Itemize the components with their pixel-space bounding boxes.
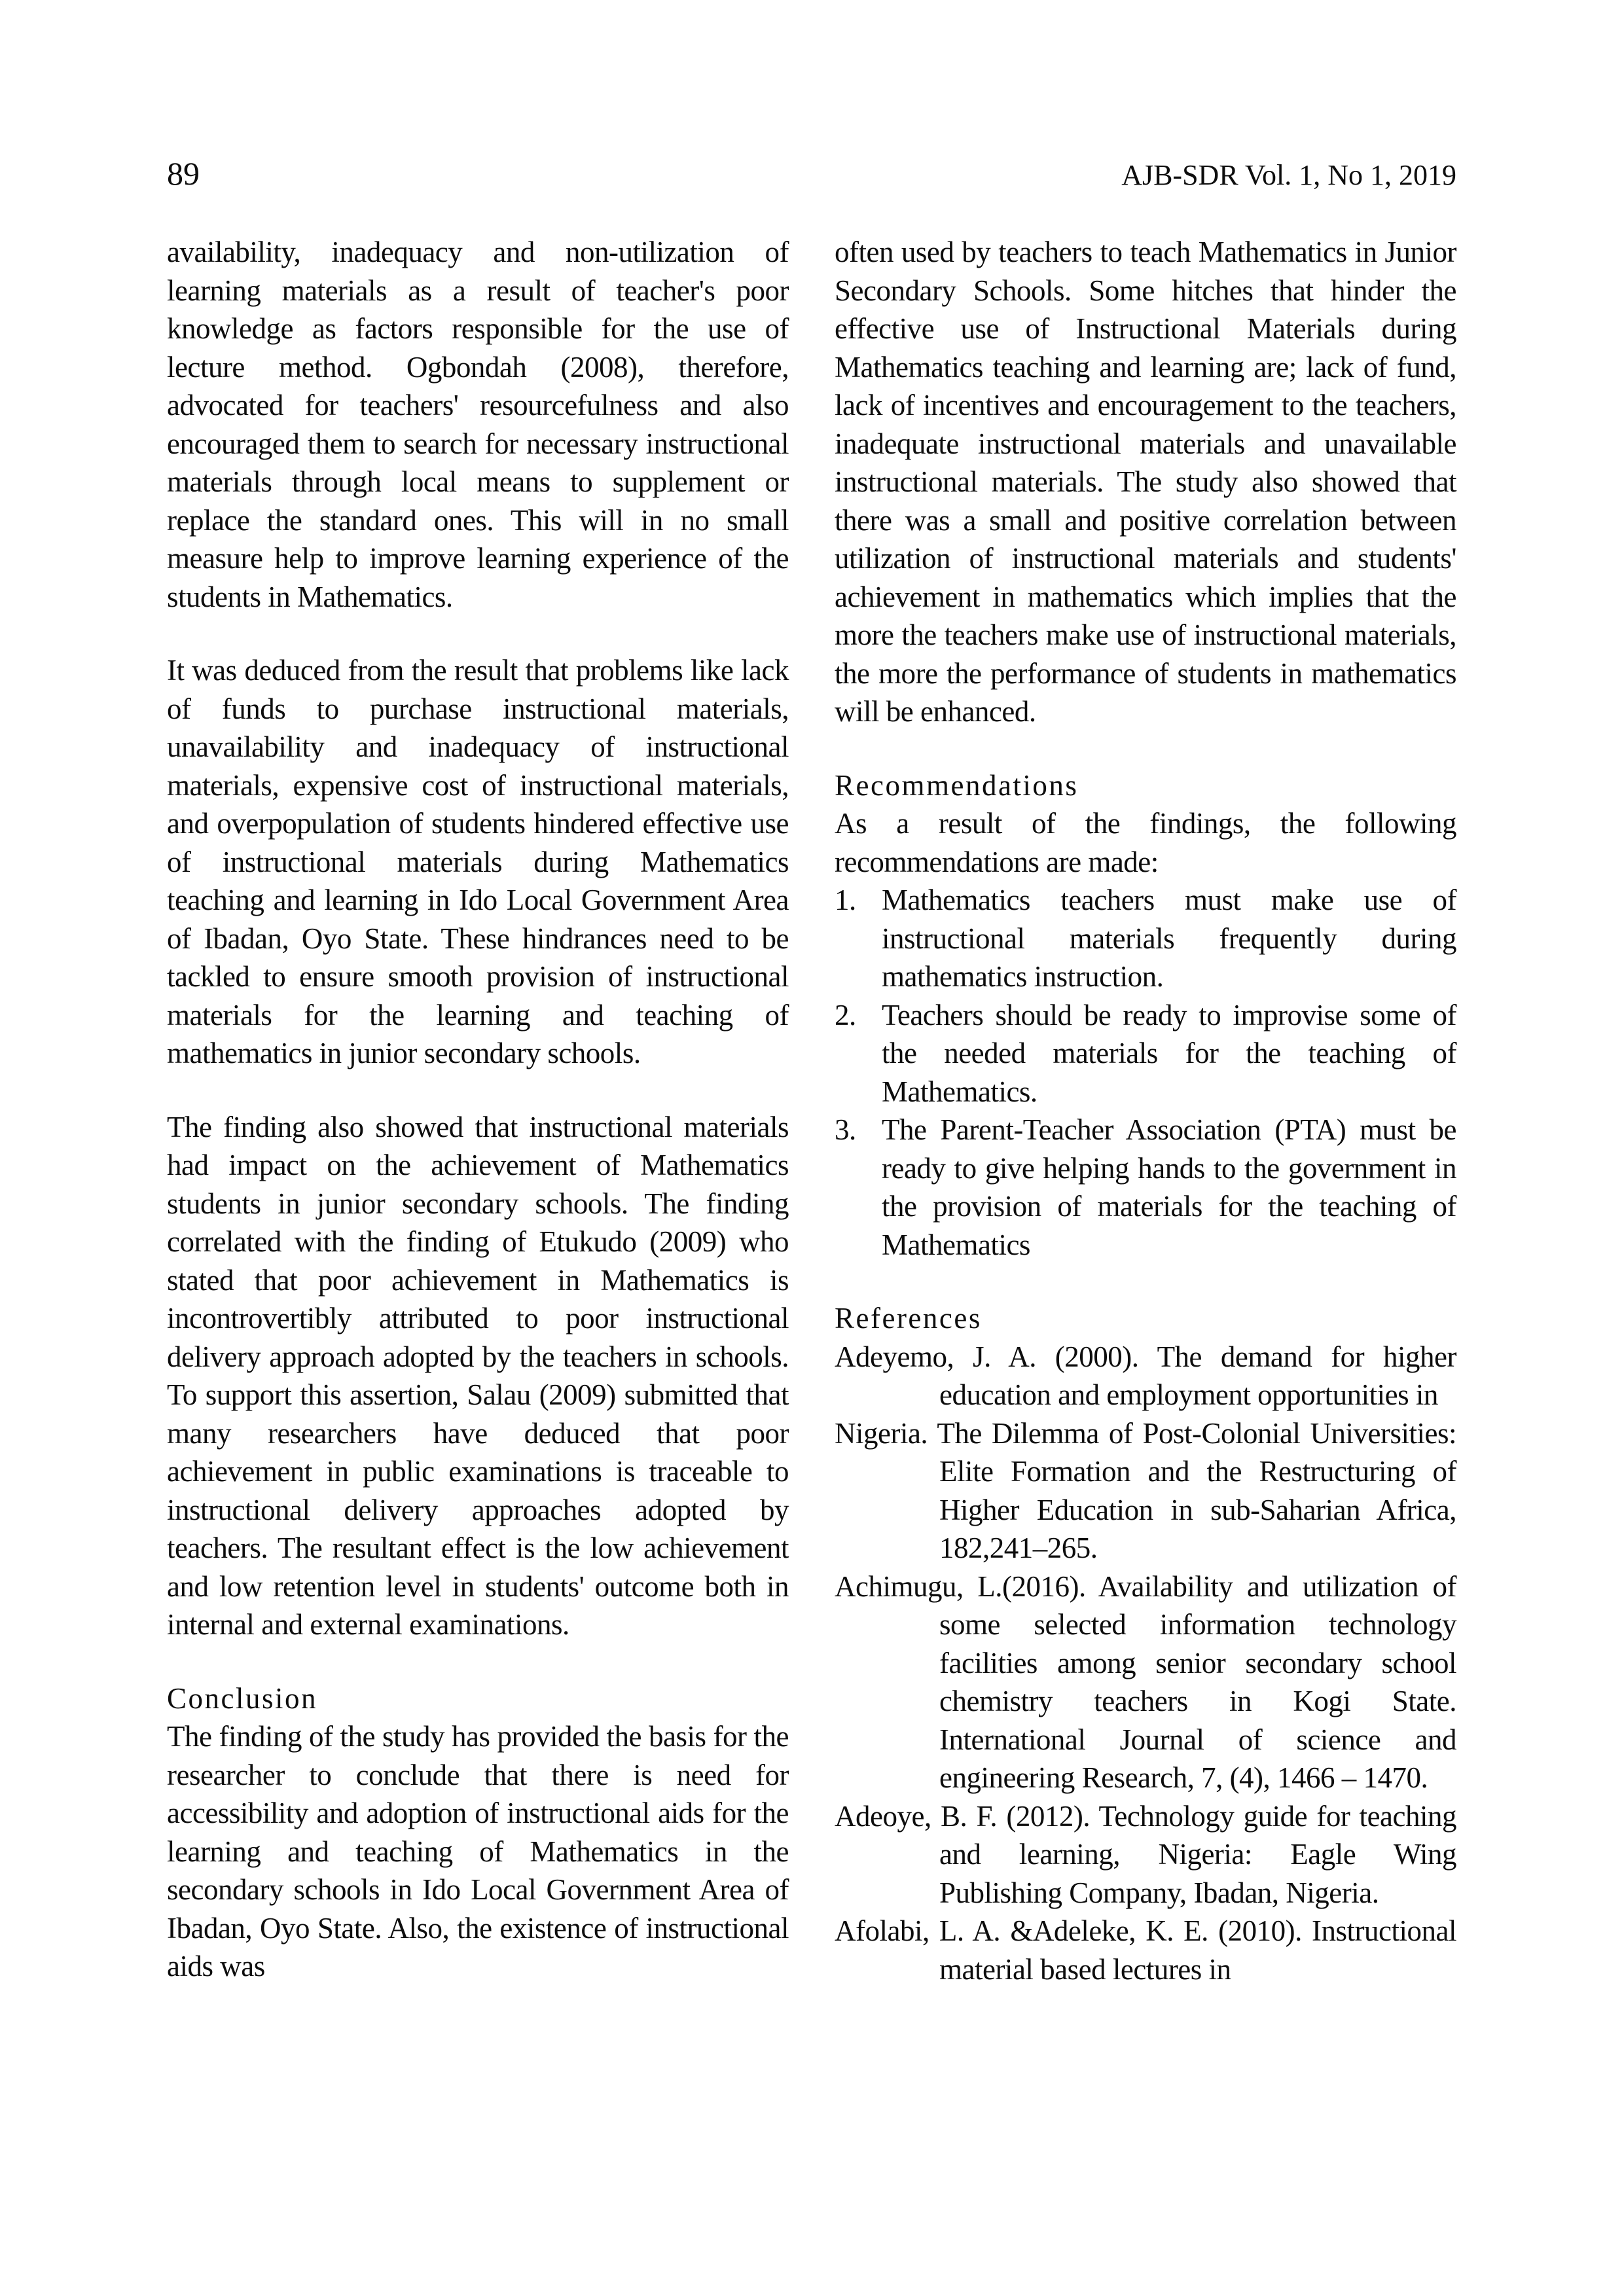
- reference-entry: Nigeria. The Dilemma of Post-Colonial Universities: Elite Formation and the Restructuring of Higher Education in sub-Saharian Africa, 182,241–265.: [835, 1416, 1456, 1564]
- recommendation-text: The Parent-Teacher Association (PTA) must be ready to give helping hands to the government in the provision of materials for the teaching of Mathematics: [882, 1113, 1456, 1261]
- right-column: [835, 233, 1456, 1988]
- paragraph-availability: availability, inadequacy and non-utilization of learning materials as a result of teacher's poor knowledge as factors responsible for the use of lecture method. Ogbondah (2008), therefore, advocated for teachers' resourcefulness and also encouraged them to search for necessary instructional materials through local means to supplement or replace the standard ones. This will in no small measure help to improve learning experience of the students in Mathematics.: [167, 236, 789, 613]
- article-body: [167, 233, 1456, 1988]
- recommendation-item: [835, 1111, 1456, 1264]
- paragraph-hitches: often used by teachers to teach Mathematics in Junior Secondary Schools. Some hitches that hinder the effective use of Instructional Materials during Mathematics teaching and learning are; lack of fund, lack of incentives and encouragement to the teachers, inadequate instructional materials and unavailable instructional materials. The study also showed that there was a small and positive correlation between utilization of instructional materials and students' achievement in mathematics which implies that the more the teachers make use of instructional materials, the more the performance of students in mathematics will be enhanced.: [835, 236, 1456, 728]
- paragraph-deduced-findings: It was deduced from the result that problems like lack of funds to purchase instructional materials, unavailability and inadequacy of instructional materials, expensive cost of instructional materials, and overpopulation of students hindered effective use of instructional materials during Mathematics teaching and learning in Ido Local Government Area of Ibadan, Oyo State. These hindrances need to be tackled to ensure smooth provision of instructional materials for the learning and teaching of mathematics in junior secondary schools.: [167, 654, 789, 1069]
- recommendations-list: [835, 881, 1456, 1264]
- page-header: [167, 157, 1456, 190]
- reference-entry: Achimugu, L.(2016). Availability and utilization of some selected information technology facilities among senior secondary school chemistry teachers in Kogi State. International Journal of science and engineering Research, 7, (4), 1466 – 1470.: [835, 1570, 1456, 1794]
- left-column: [167, 233, 789, 1988]
- reference-entry: Adeyemo, J. A. (2000). The demand for higher education and employment opportunities in: [835, 1340, 1456, 1411]
- paragraph-finding-impact: The finding also showed that instructional materials had impact on the achievement of Mathematics students in junior secondary schools. The finding correlated with the finding of Etukudo (2009) who stated that poor achievement in Mathematics is incontrovertibly attributed to poor instructional delivery approach adopted by the teachers in schools. To support this assertion, Salau (2009) submitted that many researchers have deduced that poor achievement in public examinations is traceable to instructional delivery approaches adopted by teachers. The resultant effect is the low achievement and low retention level in students' outcome both in internal and external examinations.: [167, 1110, 789, 1641]
- recommendation-number: 3.: [835, 1113, 856, 1146]
- conclusion-heading: Conclusion: [167, 1681, 318, 1715]
- reference-entry: Adeoye, B. F. (2012). Technology guide for teaching and learning, Nigeria: Eagle Wing Publishing Company, Ibadan, Nigeria.: [835, 1799, 1456, 1909]
- recommendation-number: 1.: [835, 884, 856, 916]
- recommendation-text: Mathematics teachers must make use of instructional materials frequently during mathematics instruction.: [882, 884, 1456, 993]
- recommendation-item: [835, 881, 1456, 996]
- recommendation-text: Teachers should be ready to improvise some of the needed materials for the teaching of Mathematics.: [882, 998, 1456, 1108]
- recommendation-number: 2.: [835, 998, 856, 1031]
- recommendation-item: [835, 996, 1456, 1111]
- reference-entry: Afolabi, L. A. &Adeleke, K. E. (2010). Instructional material based lectures in: [835, 1914, 1456, 1986]
- recommendations-heading: Recommendations: [835, 768, 1079, 802]
- page-number: 89: [167, 155, 200, 192]
- conclusion-paragraph: The finding of the study has provided the basis for the researcher to conclude that there is need for accessibility and adoption of instructional aids for the learning and teaching of Mathematics in the secondary schools in Ido Local Government Area of Ibadan, Oyo State. Also, the existence of instructional aids was: [167, 1720, 789, 1982]
- recommendations-intro: As a result of the findings, the following recommendations are made:: [835, 807, 1456, 878]
- references-heading: References: [835, 1302, 982, 1335]
- journal-header: AJB-SDR Vol. 1, No 1, 2019: [1121, 159, 1456, 191]
